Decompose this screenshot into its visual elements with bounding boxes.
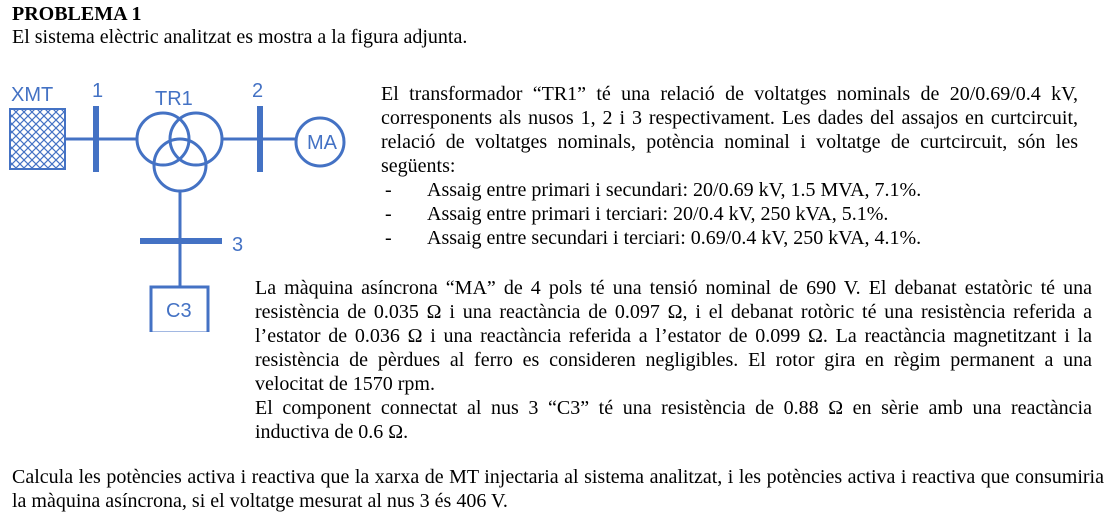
transformer-tr1	[137, 113, 222, 191]
grid-source-block	[10, 109, 65, 169]
load-description: El component connectat al nus 3 “C3” té una resistència de 0.88 Ω en sèrie amb una reactància inductiva de 0.6 Ω.	[255, 397, 1092, 443]
label-ma: MA	[307, 132, 337, 154]
label-node-3: 3	[232, 234, 244, 256]
short-circuit-tests-list	[381, 178, 1078, 250]
label-xmt: XMT	[11, 84, 54, 106]
test-item-secondary-tertiary: - Assaig entre secundari i terciari: 0.69/0.4 kV, 250 kVA, 4.1%.	[381, 226, 1078, 250]
test-item-primary-secondary: - Assaig entre primari i secundari: 20/0.69 kV, 1.5 MVA, 7.1%.	[381, 178, 1078, 202]
label-tr1: TR1	[155, 88, 193, 110]
bus-3	[140, 238, 222, 244]
problem-title: PROBLEMA 1	[12, 3, 142, 25]
problem-question: Calcula les potències activa i reactiva que la xarxa de MT injectaria al sistema analitzat, i les potències activa i reactiva que consumiria la màquina asíncrona, si el voltatge mesurat al nus 3 és 406 V.	[12, 466, 1104, 512]
motor-description: La màquina asíncrona “MA” de 4 pols té una tensió nominal de 690 V. El debanat estatòric té una resistència de 0.035 Ω i una reactància de 0.097 Ω, i el debanat rotòric té una resistència referida a l’estator de 0.036 Ω i una reactància referida a l’estator de 0.099 Ω. La reactància magnetitzant i la resistència de pèrdues al ferro es consideren negligibles. El rotor gira en règim permanent a una velocitat de 1570 rpm.	[255, 277, 1092, 395]
test-item-primary-tertiary: - Assaig entre primari i terciari: 20/0.4 kV, 250 kVA, 5.1%.	[381, 202, 1078, 226]
label-node-2: 2	[252, 80, 264, 102]
transformer-description	[381, 82, 1078, 250]
label-c3: C3	[166, 300, 192, 322]
label-node-1: 1	[92, 80, 104, 102]
problem-intro: El sistema elèctric analitzat es mostra a la figura adjunta.	[12, 26, 468, 48]
transformer-paragraph: El transformador “TR1” té una relació de voltatges nominals de 20/0.69/0.4 kV, corresponents als nusos 1, 2 i 3 respectivament. Les dades del assajos en curtcircuit, relació de voltatges nominals, potència nominal i voltatge de curtcircuit, són les següents:	[381, 83, 1078, 177]
bus-2	[257, 106, 263, 172]
bus-1	[93, 106, 99, 172]
